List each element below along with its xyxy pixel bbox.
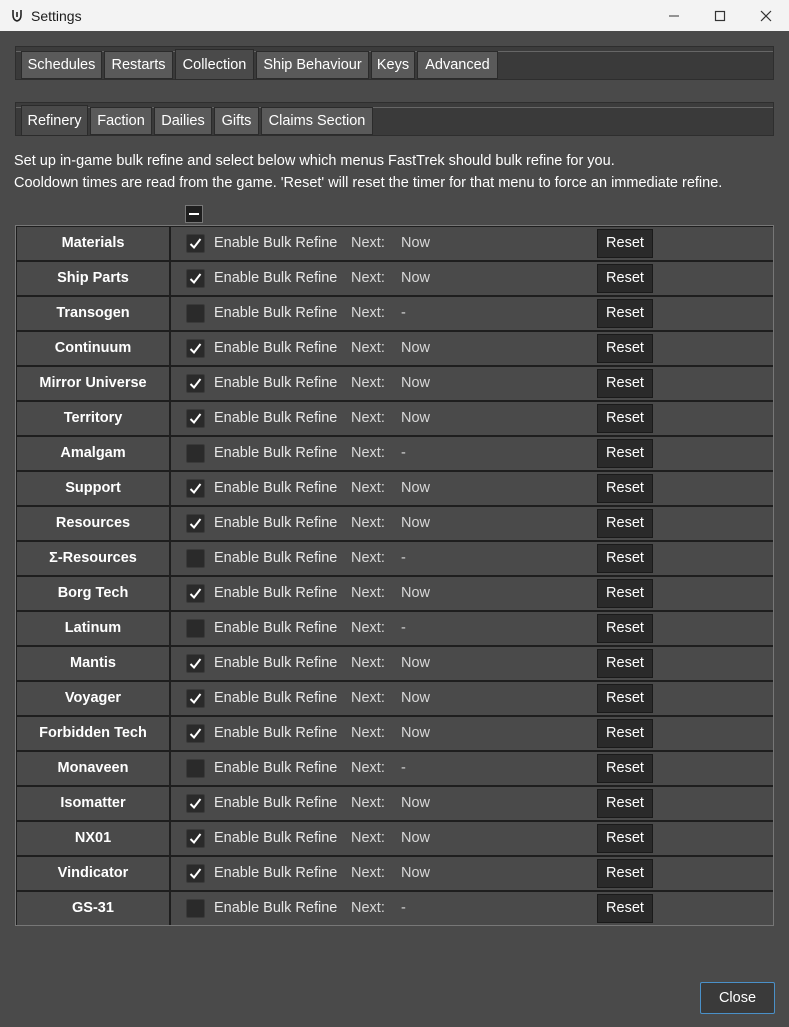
enable-bulk-refine-checkbox[interactable]: [186, 619, 205, 638]
next-label: Next:: [351, 795, 385, 811]
enable-bulk-refine-checkbox[interactable]: [186, 724, 205, 743]
tab-claims-section[interactable]: Claims Section: [261, 107, 373, 135]
enable-bulk-refine-label: Enable Bulk Refine: [214, 620, 338, 636]
checkmark-icon: [188, 481, 203, 496]
row-name: Voyager: [17, 682, 169, 715]
enable-bulk-refine-label: Enable Bulk Refine: [214, 515, 338, 531]
enable-bulk-refine-checkbox[interactable]: [186, 269, 205, 288]
next-value: Now: [401, 795, 431, 811]
reset-button[interactable]: Reset: [597, 614, 653, 643]
next-label: Next:: [351, 445, 385, 461]
next-label: Next:: [351, 655, 385, 671]
next-value: Now: [401, 340, 431, 356]
tab-gifts[interactable]: Gifts: [214, 107, 259, 135]
checkmark-icon: [188, 516, 203, 531]
enable-bulk-refine-label: Enable Bulk Refine: [214, 550, 338, 566]
checkmark-icon: [188, 341, 203, 356]
row-name: Vindicator: [17, 857, 169, 890]
minimize-button[interactable]: [651, 0, 697, 31]
next-value: Now: [401, 865, 431, 881]
row-controls: [171, 647, 773, 680]
row-name: Borg Tech: [17, 577, 169, 610]
table-row: [16, 752, 773, 785]
checkmark-icon: [188, 236, 203, 251]
next-label: Next:: [351, 760, 385, 776]
description-line-2: Cooldown times are read from the game. 'Reset' will reset the timer for that menu to force an immediate refine.: [14, 175, 723, 191]
reset-button[interactable]: Reset: [597, 824, 653, 853]
row-controls: [171, 682, 773, 715]
tab-collection[interactable]: Collection: [175, 49, 254, 80]
checkmark-icon: [188, 866, 203, 881]
next-label: Next:: [351, 585, 385, 601]
table-row: [16, 612, 773, 645]
table-row: [16, 507, 773, 540]
row-name: Isomatter: [17, 787, 169, 820]
reset-button[interactable]: Reset: [597, 299, 653, 328]
row-controls: [171, 577, 773, 610]
next-value: Now: [401, 655, 431, 671]
enable-bulk-refine-checkbox[interactable]: [186, 549, 205, 568]
maximize-icon: [714, 10, 726, 22]
row-controls: [171, 297, 773, 330]
next-label: Next:: [351, 900, 385, 916]
table-row: [16, 892, 773, 925]
enable-bulk-refine-checkbox[interactable]: [186, 374, 205, 393]
description-line-1: Set up in-game bulk refine and select below which menus FastTrek should bulk refine for you.: [14, 153, 615, 169]
row-controls: [171, 787, 773, 820]
enable-bulk-refine-label: Enable Bulk Refine: [214, 480, 338, 496]
close-icon: [760, 10, 772, 22]
checkmark-icon: [188, 656, 203, 671]
table-row: [16, 332, 773, 365]
table-row: [16, 542, 773, 575]
next-value: Now: [401, 585, 431, 601]
reset-button[interactable]: Reset: [597, 579, 653, 608]
checkmark-icon: [188, 726, 203, 741]
maximize-button[interactable]: [697, 0, 743, 31]
title-bar: [0, 0, 789, 31]
row-name: Forbidden Tech: [17, 717, 169, 750]
enable-bulk-refine-checkbox[interactable]: [186, 479, 205, 498]
next-value: Now: [401, 830, 431, 846]
row-name: Σ-Resources: [17, 542, 169, 575]
reset-button[interactable]: Reset: [597, 544, 653, 573]
tab-restarts[interactable]: Restarts: [104, 51, 173, 79]
table-row: [16, 367, 773, 400]
next-value: -: [401, 305, 406, 321]
next-value: Now: [401, 515, 431, 531]
reset-button[interactable]: Reset: [597, 789, 653, 818]
enable-bulk-refine-checkbox[interactable]: [186, 654, 205, 673]
row-name: Continuum: [17, 332, 169, 365]
checkmark-icon: [188, 586, 203, 601]
enable-bulk-refine-label: Enable Bulk Refine: [214, 235, 338, 251]
enable-bulk-refine-label: Enable Bulk Refine: [214, 865, 338, 881]
row-name: NX01: [17, 822, 169, 855]
table-row: [16, 297, 773, 330]
close-window-button[interactable]: [743, 0, 789, 31]
collapse-toggle-button[interactable]: [185, 205, 203, 223]
checkmark-icon: [188, 796, 203, 811]
row-name: Resources: [17, 507, 169, 540]
row-name: Transogen: [17, 297, 169, 330]
next-label: Next:: [351, 865, 385, 881]
row-name: Monaveen: [17, 752, 169, 785]
row-controls: [171, 507, 773, 540]
row-name: Ship Parts: [17, 262, 169, 295]
table-row: [16, 402, 773, 435]
reset-button[interactable]: Reset: [597, 369, 653, 398]
enable-bulk-refine-checkbox[interactable]: [186, 444, 205, 463]
reset-button[interactable]: Reset: [597, 649, 653, 678]
enable-bulk-refine-label: Enable Bulk Refine: [214, 760, 338, 776]
reset-button[interactable]: Reset: [597, 509, 653, 538]
tab-dailies[interactable]: Dailies: [154, 107, 212, 135]
reset-button[interactable]: Reset: [597, 859, 653, 888]
row-name: Support: [17, 472, 169, 505]
next-value: Now: [401, 270, 431, 286]
enable-bulk-refine-label: Enable Bulk Refine: [214, 795, 338, 811]
enable-bulk-refine-label: Enable Bulk Refine: [214, 375, 338, 391]
checkmark-icon: [188, 831, 203, 846]
row-controls: [171, 822, 773, 855]
row-controls: [171, 892, 773, 925]
enable-bulk-refine-checkbox[interactable]: [186, 409, 205, 428]
reset-button[interactable]: Reset: [597, 474, 653, 503]
table-row: [16, 717, 773, 750]
row-name: GS-31: [17, 892, 169, 925]
reset-button[interactable]: Reset: [597, 894, 653, 923]
table-row: [16, 822, 773, 855]
next-label: Next:: [351, 515, 385, 531]
row-controls: [171, 227, 773, 260]
next-value: Now: [401, 410, 431, 426]
refine-table: [15, 225, 774, 926]
enable-bulk-refine-label: Enable Bulk Refine: [214, 305, 338, 321]
row-controls: [171, 437, 773, 470]
reset-button[interactable]: Reset: [597, 229, 653, 258]
tab-advanced[interactable]: Advanced: [417, 51, 498, 79]
next-label: Next:: [351, 550, 385, 566]
enable-bulk-refine-label: Enable Bulk Refine: [214, 725, 338, 741]
next-label: Next:: [351, 725, 385, 741]
next-value: -: [401, 550, 406, 566]
close-button[interactable]: Close: [700, 982, 775, 1014]
table-row: [16, 682, 773, 715]
enable-bulk-refine-checkbox[interactable]: [186, 304, 205, 323]
tab-keys[interactable]: Keys: [371, 51, 415, 79]
main-tab-bar: [15, 46, 774, 80]
next-label: Next:: [351, 305, 385, 321]
row-controls: [171, 752, 773, 785]
reset-button[interactable]: Reset: [597, 719, 653, 748]
row-name: Territory: [17, 402, 169, 435]
row-name: Amalgam: [17, 437, 169, 470]
table-row: [16, 437, 773, 470]
row-controls: [171, 472, 773, 505]
table-row: [16, 227, 773, 260]
next-value: Now: [401, 375, 431, 391]
table-row: [16, 857, 773, 890]
next-label: Next:: [351, 340, 385, 356]
row-controls: [171, 262, 773, 295]
next-value: Now: [401, 725, 431, 741]
enable-bulk-refine-checkbox[interactable]: [186, 899, 205, 918]
next-value: -: [401, 900, 406, 916]
enable-bulk-refine-checkbox[interactable]: [186, 234, 205, 253]
row-name: Latinum: [17, 612, 169, 645]
enable-bulk-refine-checkbox[interactable]: [186, 759, 205, 778]
enable-bulk-refine-checkbox[interactable]: [186, 829, 205, 848]
app-shield-icon: [10, 8, 24, 22]
reset-button[interactable]: Reset: [597, 334, 653, 363]
next-value: Now: [401, 480, 431, 496]
enable-bulk-refine-checkbox[interactable]: [186, 584, 205, 603]
enable-bulk-refine-label: Enable Bulk Refine: [214, 690, 338, 706]
row-controls: [171, 542, 773, 575]
checkmark-icon: [188, 271, 203, 286]
row-controls: [171, 332, 773, 365]
enable-bulk-refine-label: Enable Bulk Refine: [214, 445, 338, 461]
next-value: -: [401, 445, 406, 461]
minimize-icon: [668, 10, 680, 22]
next-value: -: [401, 760, 406, 776]
row-controls: [171, 857, 773, 890]
next-label: Next:: [351, 235, 385, 251]
row-controls: [171, 367, 773, 400]
enable-bulk-refine-label: Enable Bulk Refine: [214, 655, 338, 671]
reset-button[interactable]: Reset: [597, 754, 653, 783]
enable-bulk-refine-label: Enable Bulk Refine: [214, 270, 338, 286]
enable-bulk-refine-label: Enable Bulk Refine: [214, 585, 338, 601]
enable-bulk-refine-label: Enable Bulk Refine: [214, 410, 338, 426]
enable-bulk-refine-checkbox[interactable]: [186, 339, 205, 358]
row-name: Materials: [17, 227, 169, 260]
row-controls: [171, 612, 773, 645]
enable-bulk-refine-label: Enable Bulk Refine: [214, 340, 338, 356]
sub-tab-bar: [15, 102, 774, 136]
reset-button[interactable]: Reset: [597, 684, 653, 713]
reset-button[interactable]: Reset: [597, 404, 653, 433]
tab-refinery[interactable]: Refinery: [21, 105, 88, 136]
next-label: Next:: [351, 270, 385, 286]
next-label: Next:: [351, 375, 385, 391]
next-value: -: [401, 620, 406, 636]
enable-bulk-refine-label: Enable Bulk Refine: [214, 900, 338, 916]
enable-bulk-refine-checkbox[interactable]: [186, 514, 205, 533]
checkmark-icon: [188, 411, 203, 426]
next-label: Next:: [351, 410, 385, 426]
table-row: [16, 787, 773, 820]
row-controls: [171, 402, 773, 435]
next-value: Now: [401, 235, 431, 251]
table-row: [16, 577, 773, 610]
table-row: [16, 262, 773, 295]
next-label: Next:: [351, 620, 385, 636]
enable-bulk-refine-checkbox[interactable]: [186, 794, 205, 813]
next-label: Next:: [351, 830, 385, 846]
reset-button[interactable]: Reset: [597, 439, 653, 468]
checkmark-icon: [188, 691, 203, 706]
checkmark-icon: [188, 376, 203, 391]
window-title: Settings: [31, 8, 82, 24]
enable-bulk-refine-checkbox[interactable]: [186, 689, 205, 708]
table-row: [16, 472, 773, 505]
tab-ship-behaviour[interactable]: Ship Behaviour: [256, 51, 369, 79]
tab-schedules[interactable]: Schedules: [21, 51, 102, 79]
reset-button[interactable]: Reset: [597, 264, 653, 293]
enable-bulk-refine-label: Enable Bulk Refine: [214, 830, 338, 846]
next-label: Next:: [351, 480, 385, 496]
enable-bulk-refine-checkbox[interactable]: [186, 864, 205, 883]
tab-faction[interactable]: Faction: [90, 107, 152, 135]
next-label: Next:: [351, 690, 385, 706]
table-row: [16, 647, 773, 680]
row-name: Mantis: [17, 647, 169, 680]
row-name: Mirror Universe: [17, 367, 169, 400]
row-controls: [171, 717, 773, 750]
next-value: Now: [401, 690, 431, 706]
